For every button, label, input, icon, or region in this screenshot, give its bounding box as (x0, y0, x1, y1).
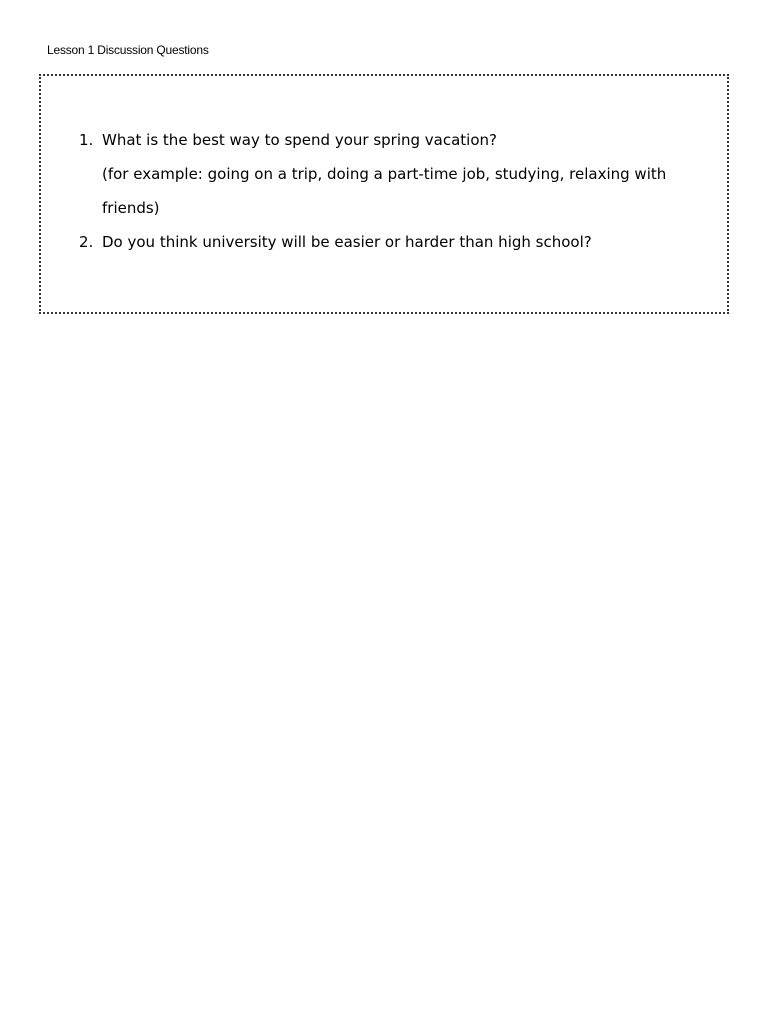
question-item-1 (79, 123, 666, 225)
question-example-line: (for example: going on a trip, doing a part-time job, studying, relaxing with (102, 165, 667, 183)
question-text: Do you think university will be easier or harder than high school? (102, 233, 592, 251)
question-example-line: friends) (102, 199, 160, 217)
question-number: 1. (79, 131, 94, 149)
question-item-2 (79, 225, 666, 259)
questions-box (39, 74, 729, 314)
question-text: What is the best way to spend your spring vacation? (102, 131, 497, 149)
question-list (79, 123, 666, 259)
document-header: Lesson 1 Discussion Questions (47, 43, 209, 57)
question-body (102, 123, 666, 225)
question-body (102, 225, 666, 259)
question-number: 2. (79, 233, 94, 251)
